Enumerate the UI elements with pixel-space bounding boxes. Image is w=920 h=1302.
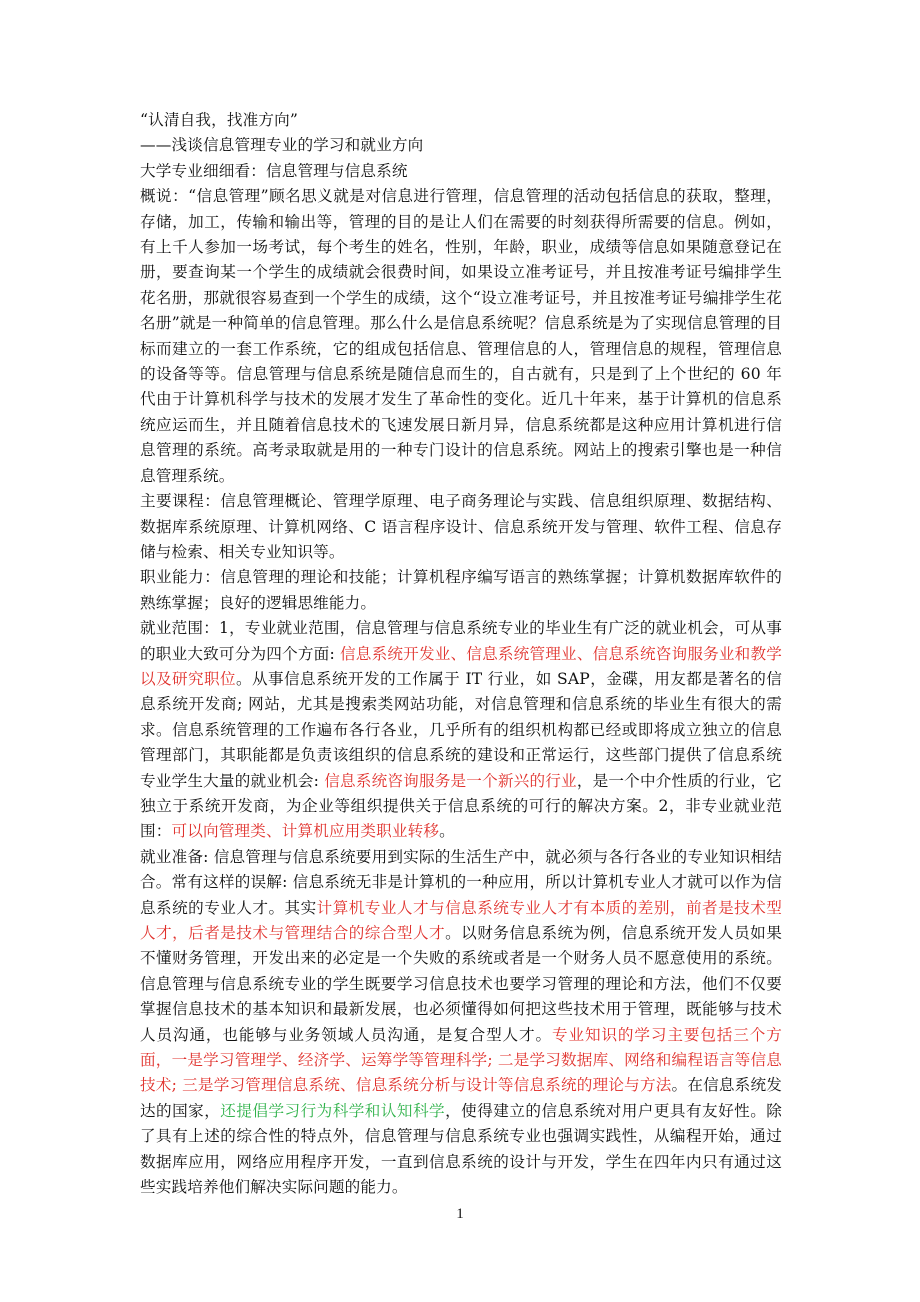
preparation-text-5: 。在信息系统发达的国家， — [140, 1076, 782, 1120]
preparation-colon: : — [203, 847, 214, 866]
employment-text-5: 。 — [439, 822, 455, 841]
page-number: 1 — [456, 1206, 464, 1222]
preparation-highlight-1: 计算机专业人才与信息系统专业人才有本质的差别，前者是技术型人才，后者是技术与管理结合的综合型人才 — [140, 898, 782, 942]
employment-semicolon: ; — [237, 695, 249, 714]
document-title: “认清自我，找准方向” — [140, 111, 298, 129]
employment-text-1: 就业范围：1，专业就业范围，信息管理与信息系统专业的毕业生有广泛的就业机会，可从事的职业大致可分为四个方面 — [140, 619, 782, 663]
employment-highlight-2: 信息系统咨询服务是一个新兴的行业 — [324, 771, 577, 790]
preparation-text-3: 信息系统无非是计算机的一种应用，所以计算机专业人才就可以作为信息系统的专业人才。其实 — [140, 873, 783, 917]
preparation-semicolon-2: ; — [171, 1076, 183, 1095]
employment-paragraph — [140, 616, 782, 845]
preparation-highlight-2: 专业知识的学习主要包括三个方面，一是学习管理学、经济学、运筹学等管理科学 — [140, 1025, 782, 1070]
employment-text-4: ，是一个中介性质的行业，它独立于系统开发商，为企业等组织提供关于信息系统的可行的解决方案。2，非专业就业范围： — [140, 771, 782, 841]
employment-text-3: 网站，尤其是搜索类网站功能，对信息管理和信息系统的毕业生有很大的需求。信息系统管理的工作遍布各行各业，几乎所有的组织机构都已经或即将成立独立的信息管理部门，其职能都是负责该组织的信息系统的建设和正常运行，这些部门提供了信息系统专业学生大量的就业机会 — [140, 695, 783, 790]
courses-paragraph: 主要课程：信息管理概论、管理学原理、电子商务理论与实践、信息组织原理、数据结构、数据库系统原理、计算机网络、C 语言程序设计、信息系统开发与管理、软件工程、信息存储与检索、相关专业知识等。 — [140, 492, 782, 561]
employment-highlight-3: 可以向管理类、计算机应用类职业转移 — [171, 822, 440, 841]
preparation-semicolon: ; — [487, 1051, 498, 1070]
preparation-text-4: 。以财务信息系统为例，信息系统开发人员如果不懂财务管理，开发出来的必定是一个失败的系统或者是一个财务人员不愿意使用的系统。信息管理与信息系统专业的学生既要学习信息技术也要学习管理的理论和方法，他们不仅要掌握信息技术的基本知识和最新发展，也必须懂得如何把这些技术用于管理，既能够与技术人员沟通，也能够与业务领域人员沟通，是复合型人才。 — [140, 924, 782, 1044]
preparation-text-1: 就业准备 — [140, 847, 204, 866]
major-heading: 大学专业细细看：信息管理与信息系统 — [140, 161, 408, 180]
preparation-paragraph — [140, 845, 782, 1201]
employment-colon-2: : — [313, 771, 325, 790]
preparation-text-2: 信息管理与信息系统要用到实际的生活生产中，就必须与各行各业的专业知识相结合。常有这样的误解 — [140, 847, 782, 892]
employment-text-2: 。从事信息系统开发的工作属于 IT 行业，如 SAP，金碟，用友都是著名的信息系统开发商 — [140, 669, 782, 714]
preparation-text-6: ，使得建立的信息系统对用户更具有友好性。除了具有上述的综合性的特点外，信息管理与信息系统专业也强调实践性，从编程开始，通过数据库应用，网络应用程序开发，一直到信息系统的设计与开发，学生在四年内只有通过这些实践培养他们解决实际问题的能力。 — [140, 1101, 782, 1197]
document-body — [140, 108, 782, 1200]
document-subtitle: ——浅谈信息管理专业的学习和就业方向 — [140, 136, 424, 155]
employment-colon: : — [329, 644, 341, 663]
preparation-highlight-green: 还提倡学习行为科学和认知科学 — [220, 1101, 446, 1120]
preparation-colon-2: : — [282, 873, 293, 892]
preparation-highlight-3: 二是学习数据库、网络和编程语言等信息技术 — [140, 1051, 782, 1095]
employment-highlight-1: 信息系统开发业、信息系统管理业、信息系统咨询服务业和教学以及研究职位 — [140, 644, 783, 688]
overview-paragraph: 概说：“信息管理”顾名思义就是对信息进行管理，信息管理的活动包括信息的获取，整理，存储，加工，传输和输出等，管理的目的是让人们在需要的时刻获得所需要的信息。例如，有上千人参加一场考试，每个考生的姓名，性别，年龄，职业，成绩等信息如果随意登记在册，要查询某一个学生的成绩就会很费时间，如果设立准考证号，并且按准考证号编排学生花名册，那就很容易查到一个学生的成绩，这个“设立准考证号，并且按准考证号编排学生花名册”就是一种简单的信息管理。那么什么是信息系统呢？信息系统是为了实现信息管理的目标而建立的一套工作系统，它的组成包括信息、管理信息的人，管理信息的规程，管理信息的设备等等。信息管理与信息系统是随信息而生的，自古就有，只是到了上个世纪的 60 年代由于计算机科学与技术的发展才发生了革命性的变化。近几十年来，基于计算机的信息系统应运而生，并且随着信息技术的飞速发展日新月异，信息系统都是这种应用计算机进行信息管理的系统。高考录取就是用的一种专门设计的信息系统。网站上的搜索引擎也是一种信息管理系统。 — [140, 187, 782, 485]
preparation-highlight-4: 三是学习管理信息系统、信息系统分析与设计等信息系统的理论与方法 — [182, 1076, 672, 1095]
abilities-paragraph: 职业能力：信息管理的理论和技能；计算机程序编写语言的熟练掌握；计算机数据库软件的熟练掌握；良好的逻辑思维能力。 — [140, 568, 782, 612]
